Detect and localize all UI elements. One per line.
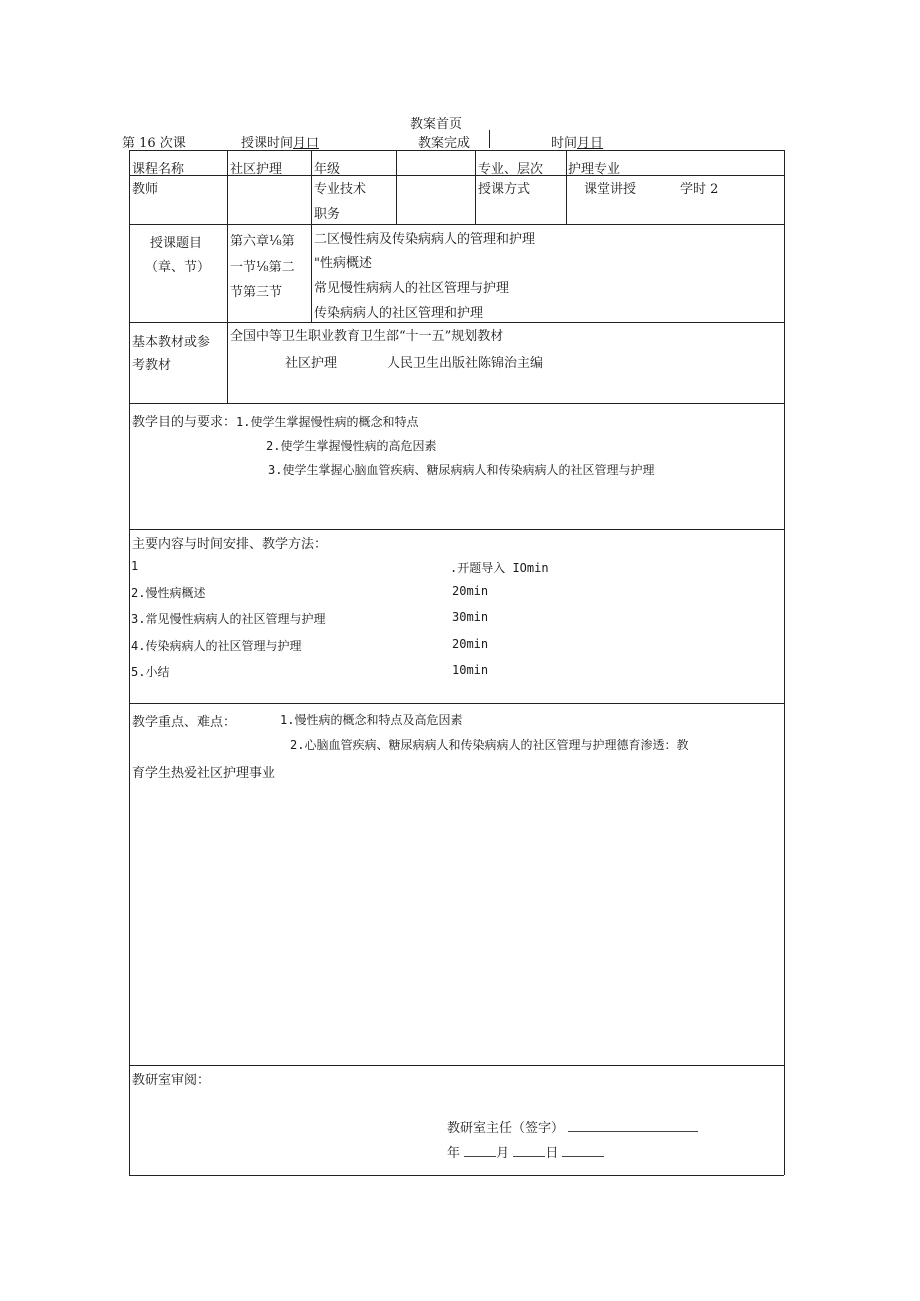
objectives-block (132, 411, 418, 430)
textbook-publisher: 人民卫生出版社陈锦治主编 (387, 356, 544, 371)
title-label-line2: 职务 (314, 207, 341, 222)
schedule-item-time: 30min (452, 610, 489, 624)
teach-time-value: 月口 (293, 136, 320, 151)
schedule-item-topic: 3.常见慢性病病人的社区管理与护理 (131, 612, 326, 626)
objective-item: 1.使学生掌握慢性病的概念和特点 (236, 415, 419, 429)
major-label: 专业、层次 (478, 162, 544, 177)
table-border-bottom (129, 1175, 784, 1176)
month-label: 月 (496, 1146, 510, 1161)
objective-item: 2.使学生掌握慢性病的高危因素 (266, 439, 437, 453)
keypoint-item: 育学生热爱社区护理事业 (132, 766, 276, 781)
header-divider (489, 130, 490, 148)
row-divider (129, 403, 784, 404)
major-value: 护理专业 (568, 162, 621, 177)
schedule-item-time: .开题导入 IOmin (450, 561, 549, 575)
method-label: 授课方式 (478, 182, 531, 197)
done-time-label: 时间 (551, 136, 578, 151)
col-divider (227, 150, 228, 403)
teach-time (241, 132, 319, 151)
signature-label: 教研室主任（签字） (447, 1121, 565, 1136)
col-divider (475, 150, 476, 224)
review-label: 教研室审阅： (132, 1073, 211, 1088)
teacher-label: 教师 (132, 182, 159, 197)
title-label-line1: 专业技术 (314, 182, 367, 197)
topic-label-line1: 授课题目 (150, 236, 203, 251)
textbook-label-line2: 考教材 (132, 358, 172, 373)
plan-done-label: 教案完成 (418, 136, 471, 151)
col-divider (311, 150, 312, 322)
schedule-item-topic: 1 (131, 559, 139, 573)
schedule-item-time: 20min (452, 637, 489, 651)
topic-item: "性病概述 (314, 256, 372, 271)
chapter-line2: 一节⅛第二 (230, 260, 295, 275)
teach-time-label: 授课时间 (241, 136, 294, 151)
col-divider (396, 150, 397, 224)
year-label: 年 (447, 1146, 461, 1161)
schedule-item-topic: 4.传染病病人的社区管理与护理 (131, 639, 302, 653)
trailing-blank (562, 1144, 604, 1157)
course-name-label: 课程名称 (132, 162, 185, 177)
schedule-item-time: 10min (452, 663, 489, 677)
grade-label: 年级 (314, 162, 341, 177)
keypoint-item: 1.慢性病的概念和特点及高危因素 (280, 713, 463, 727)
signature-blank (568, 1119, 698, 1132)
textbook-label-line1: 基本教材或参 (132, 335, 211, 350)
done-time-value: 月日 (577, 136, 604, 151)
schedule-item-time: 20min (452, 584, 489, 598)
schedule-label: 主要内容与时间安排、教学方法： (132, 537, 328, 552)
topic-item: 传染病病人的社区管理和护理 (314, 306, 484, 321)
method-value: 课堂讲授 (584, 182, 637, 197)
day-label: 日 (545, 1146, 559, 1161)
director-signature (447, 1117, 698, 1136)
row-divider (129, 1065, 784, 1066)
textbook-title: 社区护理 (285, 356, 338, 371)
done-time (551, 132, 603, 151)
keypoint-item: 2.心脑血管疾病、糖尿病病人和传染病病人的社区管理与护理德育渗透：教 (290, 738, 689, 752)
textbook-series: 全国中等卫生职业教育卫生部“十一五”规划教材 (230, 329, 504, 344)
page-title: 教案首页 (410, 117, 463, 132)
chapter-line1: 第六章⅛第 (230, 234, 295, 249)
col-divider (566, 150, 567, 224)
topic-item: 常见慢性病病人的社区管理与护理 (314, 281, 510, 296)
row-divider (129, 703, 784, 704)
lesson-number: 第 16 次课 (122, 136, 186, 151)
table-border-left (129, 150, 130, 1175)
topic-label-line2: （章、节） (145, 260, 211, 275)
schedule-item-topic: 2.慢性病概述 (131, 586, 206, 600)
hours-value: 学时 2 (680, 182, 719, 197)
objective-item: 3.使学生掌握心脑血管疾病、糖尿病病人和传染病病人的社区管理与护理 (268, 463, 655, 477)
table-border-right (784, 150, 785, 1175)
course-name-value: 社区护理 (230, 162, 283, 177)
schedule-item-topic: 5.小结 (131, 665, 170, 679)
keypoints-label: 教学重点、难点： (132, 715, 237, 730)
row-divider (129, 529, 784, 530)
review-date (447, 1142, 604, 1161)
chapter-line3: 节第三节 (230, 285, 283, 300)
day-blank (513, 1144, 545, 1157)
topic-item: 二区慢性病及传染病病人的管理和护理 (314, 232, 536, 247)
month-blank (464, 1144, 496, 1157)
objectives-label: 教学目的与要求： (132, 415, 237, 430)
